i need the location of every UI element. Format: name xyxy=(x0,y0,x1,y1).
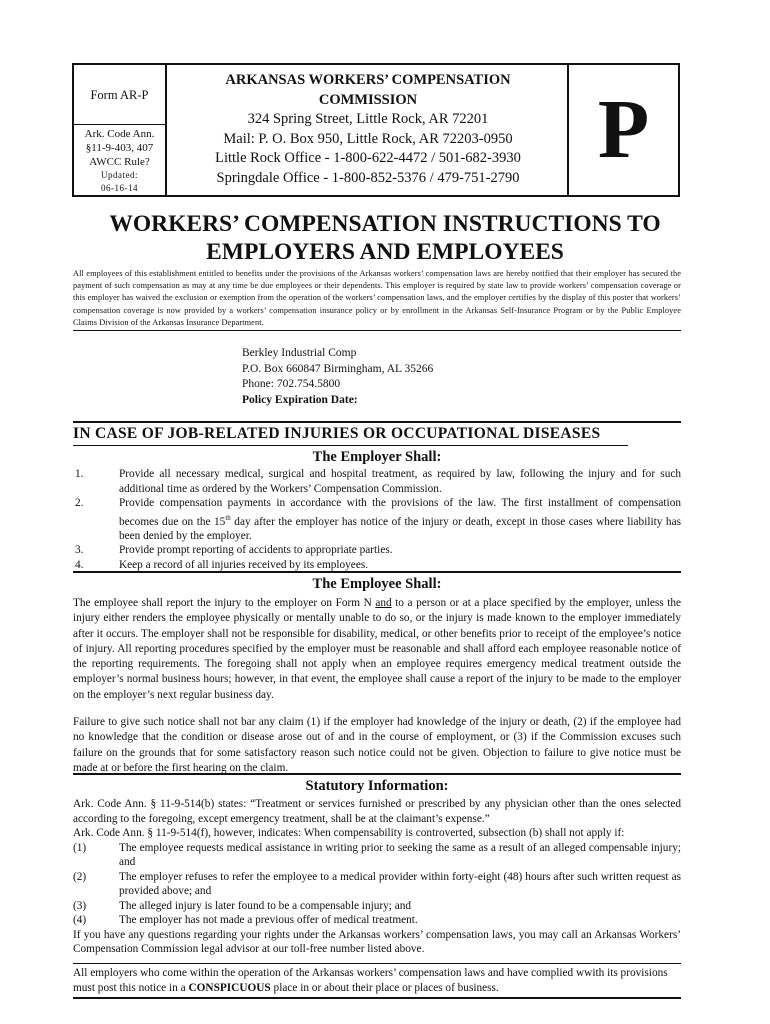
item-number: (1) xyxy=(73,841,87,854)
superscript: th xyxy=(225,513,231,522)
little-rock-phone: Little Rock Office - 1-800-622-4472 / 501-682-3930 xyxy=(215,150,521,166)
statutory-heading: Statutory Information: xyxy=(305,778,449,794)
text-span: place in or about their place or places of business. xyxy=(270,982,499,994)
code-reference xyxy=(74,127,165,195)
employer-duties-list xyxy=(73,467,681,572)
item-text: Provide prompt reporting of accidents to appropriate parties. xyxy=(119,544,393,557)
insurer-info xyxy=(242,346,433,408)
form-id: Form AR-P xyxy=(74,65,165,125)
title-line2: EMPLOYERS AND EMPLOYEES xyxy=(206,239,564,265)
employee-heading: The Employee Shall: xyxy=(312,576,442,592)
code-line: Ark. Code Ann. xyxy=(84,128,155,140)
text-span: All employers who come within the operation of the Arkansas workers’ compensation laws and have complied wwith its provisions must post this notice in a xyxy=(73,967,668,994)
item-text: The employer refuses to refer the employee to a medical provider within forty-eight (48) hours after such written request as provided above; and xyxy=(119,870,681,897)
insurer-name: Berkley Industrial Comp xyxy=(242,347,357,359)
commission-info xyxy=(169,71,567,188)
item-number: (2) xyxy=(73,870,87,883)
code-line: AWCC Rule? xyxy=(89,156,150,168)
emphasis-text: CONSPICUOUS xyxy=(188,982,271,994)
item-text: The employee requests medical assistance in writing prior to seeking the same as a result of an alleged compensable injury; and xyxy=(119,841,681,868)
list-item xyxy=(73,496,681,543)
item-number: 3. xyxy=(75,544,84,557)
item-number: 2. xyxy=(75,497,84,509)
item-text: Keep a record of all injuries received by its employees. xyxy=(119,558,369,571)
street-address: 324 Spring Street, Little Rock, AR 72201 xyxy=(247,111,489,127)
posting-notice xyxy=(73,966,681,996)
divider xyxy=(73,997,681,999)
item-text-cont: day after the employer has notice of the injury or death, except in those cases where liability has been denied by the employer. xyxy=(119,515,681,542)
employee-paragraph-1 xyxy=(73,596,681,703)
divider xyxy=(73,330,681,331)
list-item xyxy=(73,841,681,870)
mailing-address: Mail: P. O. Box 950, Little Rock, AR 72203-0950 xyxy=(223,130,513,147)
code-line: §11-9-403, 407 xyxy=(85,142,154,154)
list-item xyxy=(73,467,681,496)
statutory-body xyxy=(73,797,681,957)
item-number: 1. xyxy=(75,468,84,480)
springdale-phone: Springdale Office - 1-800-852-5376 / 479-751-2790 xyxy=(216,169,520,186)
divider xyxy=(73,445,628,446)
org-name-line2: COMMISSION xyxy=(318,91,418,108)
divider xyxy=(73,963,681,964)
item-number: 4. xyxy=(75,558,84,571)
employer-heading: The Employer Shall: xyxy=(312,449,442,465)
item-number: (4) xyxy=(73,914,87,926)
org-name-line1: ARKANSAS WORKERS’ COMPENSATION xyxy=(225,72,511,88)
list-item xyxy=(73,913,681,928)
updated-label: Updated: xyxy=(101,170,138,180)
text-span: The employee shall report the injury to the employer on Form N xyxy=(73,597,376,609)
text-span: to a person or at a place specified by the employer, unless the injury either renders the employee physically or mentally unable to do so, or the injury is made known to the employer immediately after it occurs. The employer shall not be responsible for disability, medical, or other benefits prior to receipt of the employee’s notice of injury. All reporting procedures specified by the employer must be reasonable and shall afford each employee reasonable notice of the reporting requirements. The foregoing shall not apply when an employee requires emergency medical treatment outside the employer’s normal business hours; however, in that event, the employee shall cause a report of the injury to be made to the employer on the employer’s next regular business day. xyxy=(73,597,681,701)
item-number: (3) xyxy=(73,899,87,912)
header-left-column xyxy=(74,65,167,195)
statute-514b: Ark. Code Ann. § 11-9-514(b) states: “Treatment or services furnished or prescribed by any physician other than the ones selected according to the foregoing, except emergency treatment, shall be at the claimant’s expense.” xyxy=(73,798,681,825)
divider xyxy=(73,773,681,775)
list-item xyxy=(73,543,681,558)
statute-514f: Ark. Code Ann. § 11-9-514(f), however, indicates: When compensability is controverted, subsection (b) shall not apply if: xyxy=(73,827,625,839)
item-text: The employer has not made a previous offer of medical treatment. xyxy=(119,914,418,926)
title-line1: WORKERS’ COMPENSATION INSTRUCTIONS TO xyxy=(109,211,661,237)
closing-note: If you have any questions regarding your rights under the Arkansas workers’ compensation laws, you may call an Arkansas Workers’ Compensation Commission legal advisor at our toll-free number listed above. xyxy=(73,928,681,955)
underlined-text: and xyxy=(375,597,392,609)
item-text: The alleged injury is later found to be a compensable injury; and xyxy=(119,899,412,912)
insurer-phone: Phone: 702.754.5800 xyxy=(242,378,341,390)
page-title xyxy=(70,210,700,266)
divider xyxy=(73,421,681,423)
employee-paragraph-2: Failure to give such notice shall not bar any claim (1) if the employer had knowledge of the injury or death, (2) if the employee had no knowledge that the condition or disease arose out of and in the course of employment, or (3) if the Commission excuses such failure on the grounds that for some satisfactory reason such notice could not be given. Objection to failure to give notice must be made at or before the first hearing on the claim. xyxy=(73,716,681,774)
divider xyxy=(73,571,681,573)
policy-expiration-label: Policy Expiration Date: xyxy=(242,393,358,406)
insurer-address: P.O. Box 660847 Birmingham, AL 35266 xyxy=(242,362,434,375)
intro-paragraph: All employees of this establishment entitled to benefits under the provisions of the Arkansas workers’ compensation laws are hereby notified that their employer has secured the payment of such compensation as may at any time be due employees or their dependents. This employer is required by state law to provide workers’ compensation coverage or this employer has waived the exclusion or exemption from the operation of the workers’ compensation laws, and the employer certifies by the display of this poster that workers’ compensation coverage is now provided by a workers’ compensation insurance policy or by enrollment in the Arkansas Self-Insurance Program or by the Public Employee Claims Division of the Arkansas Insurance Department. xyxy=(73,269,681,327)
item-text: Provide compensation payments in accordance with the provisions of the law. The first installment of compensation becomes due on the 15 xyxy=(119,497,681,528)
form-letter: P xyxy=(567,65,678,195)
list-item xyxy=(73,899,681,914)
header-box xyxy=(72,63,680,197)
case-heading: IN CASE OF JOB-RELATED INJURIES OR OCCUPATIONAL DISEASES xyxy=(73,425,601,442)
list-item xyxy=(73,870,681,899)
updated-date: 06-16-14 xyxy=(101,183,138,193)
item-text: Provide all necessary medical, surgical and hospital treatment, as required by law, following the injury and for such additional time as ordered by the Workers’ Compensation Commission. xyxy=(119,468,681,495)
